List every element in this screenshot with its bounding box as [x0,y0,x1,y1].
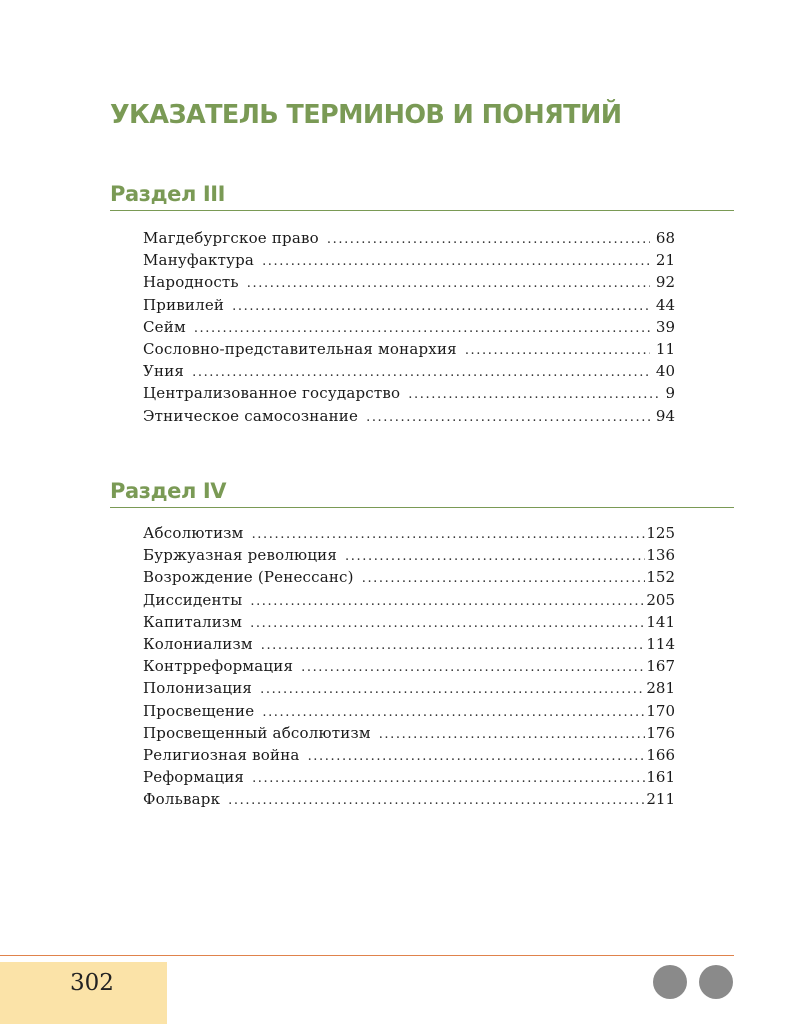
dot-leader [301,660,645,675]
list-item [143,790,675,812]
page-ref: 21 [655,251,675,270]
list-item [143,362,675,384]
dot-leader [250,594,645,609]
term: Сословно-представительная монархия [143,339,457,358]
page-ref: 114 [646,634,675,653]
list-item [143,384,675,406]
term: Возрождение (Ренессанс) [143,568,354,587]
dot-leader [362,571,646,586]
dot-leader [262,705,645,720]
page-ref: 167 [646,657,675,676]
dot-leader [232,299,650,314]
list-item [143,702,675,724]
dot-leader [228,793,645,808]
page-ref: 281 [646,679,675,698]
term: Диссиденты [143,590,243,609]
term: Этническое самосознание [143,406,359,425]
list-item [143,340,675,362]
circle-dot-icon [653,965,687,999]
page-ref: 44 [655,295,675,314]
dot-leader [345,549,645,564]
page-ref: 68 [655,229,675,247]
list-item [143,724,675,746]
dot-leader [379,727,646,742]
dot-leader [252,527,646,542]
term-list-section-iii [143,229,675,429]
list-item [143,229,675,251]
page-ref: 205 [646,590,675,609]
page-ref: 94 [655,406,675,425]
term: Мануфактура [143,251,255,270]
term: Капитализм [143,612,243,631]
term: Реформация [143,768,245,787]
page-ref: 92 [655,273,675,292]
term: Буржуазная революция [143,546,338,565]
list-item [143,546,675,568]
page-ref: 161 [646,768,675,787]
page-ref: 9 [665,384,675,403]
footer-rule [0,955,734,956]
page-ref: 166 [646,745,675,764]
section-heading-iii [110,181,734,211]
page-ref: 176 [646,723,675,742]
term: Религиозная война [143,745,300,764]
dot-leader [192,365,650,380]
section-heading-iv [110,478,734,508]
term: Просвещение [143,701,255,720]
section-title: Раздел III [110,182,226,206]
term: Магдебургское право [143,229,319,247]
dot-leader [194,321,650,336]
term: Контрреформация [143,657,294,676]
dot-leader [252,771,645,786]
page-ref: 170 [646,701,675,720]
page-ref: 152 [646,568,675,587]
term: Колониализм [143,634,253,653]
list-item [143,568,675,590]
term: Сейм [143,317,186,336]
page-title: УКАЗАТЕЛЬ ТЕРМИНОВ И ПОНЯТИЙ [110,100,622,130]
list-item [143,251,675,273]
term-list-section-iv [143,524,675,812]
list-item [143,613,675,635]
dot-leader [250,616,645,631]
term: Централизованное государство [143,384,401,403]
term: Абсолютизм [143,524,244,542]
term: Народность [143,273,239,292]
list-item [143,657,675,679]
page-ref: 40 [655,362,675,381]
list-item [143,407,675,429]
dot-leader [465,343,650,358]
term: Просвещенный абсолютизм [143,723,371,742]
list-item [143,635,675,657]
term: Уния [143,362,185,381]
term: Фольварк [143,790,221,809]
list-item [143,296,675,318]
section-title: Раздел IV [110,479,227,503]
dot-leader [308,749,646,764]
circle-dot-icon [699,965,733,999]
page-ref: 136 [646,546,675,565]
page-number: 302 [70,970,114,996]
dot-leader [366,410,650,425]
page-ref: 211 [646,790,675,809]
page-ref: 11 [655,339,675,358]
dot-leader [261,638,646,653]
list-item [143,318,675,340]
term: Полонизация [143,679,253,698]
list-item [143,768,675,790]
term: Привилей [143,295,225,314]
dot-leader [408,387,659,402]
list-item [143,591,675,613]
dot-leader [262,254,650,269]
page-ref: 39 [655,317,675,336]
list-item [143,273,675,295]
dot-leader [327,232,650,247]
list-item [143,679,675,701]
dot-leader [247,276,650,291]
page-ref: 141 [646,612,675,631]
dot-leader [260,682,645,697]
list-item [143,746,675,768]
page-ref: 125 [646,524,675,542]
list-item [143,524,675,546]
